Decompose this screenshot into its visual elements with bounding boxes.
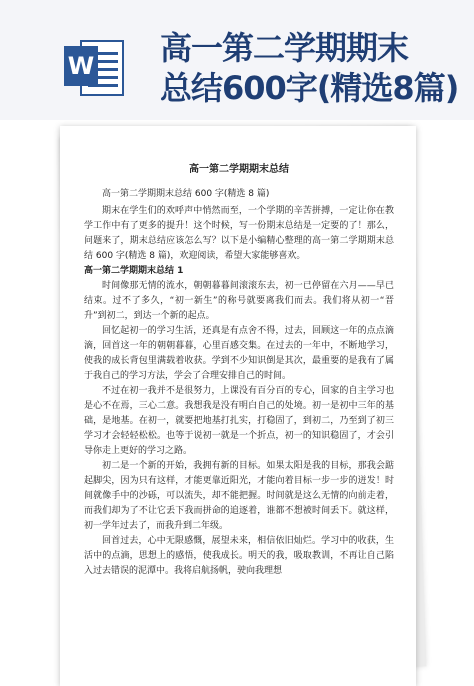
intro-paragraph: 期末在学生们的欢呼声中悄然而至，一个学期的辛苦拼搏，一定让你在教学工作中有了更多的提升！这个时候，写一份期末总结是一定要的了！那么，问题来了，期末总结应该怎么写？以下是小编精心整理的高一第二学期期末总结 600 字(精选 8 篇)，欢迎阅读，希望大家能够喜欢。 xyxy=(84,206,394,261)
document-body xyxy=(84,162,394,579)
page-headline xyxy=(160,28,470,108)
title-banner xyxy=(0,0,474,120)
body-paragraph: 回忆起初一的学习生活，还真是有点舍不得，过去，回顾这一年的点点滴滴，回首这一年的朝朝暮暮，心里百感交集。在过去的一年中，不断地学习，使我的成长背包里满载着收获。学到不少知识倒是其次，最重要的是我有了属于我自己的学习方法，学会了合理安排自己的时间。 xyxy=(84,326,394,381)
headline-line-2: 总结600字(精选8篇) xyxy=(160,69,459,107)
document-subtitle: 高一第二学期期末总结 600 字(精选 8 篇) xyxy=(102,189,270,199)
body-paragraph: 回首过去，心中无限感慨，展望未来，相信依旧灿烂。学习中的收获，生活中的点滴，思想上的感悟，使我成长。明天的我，吸取教训，不再让自己陷入过去错误的泥潭中。我将启航扬帆，驶向我理想 xyxy=(84,536,394,576)
body-paragraph: 不过在初一我并不是很努力，上课没有百分百的专心，回家的自主学习也是心不在焉，三心二意。我想我是没有明白自己的处境。初一是初中三年的基础，是地基。在初一，就要把地基打扎实，打稳固了，到初二，乃至到了初三学习才会轻轻松松。也等于说初一就是一个折点，初一的知识稳固了，才会引导你走上更好的学习之路。 xyxy=(84,386,394,456)
headline-line-1: 高一第二学期期末 xyxy=(160,29,409,67)
section-heading: 高一第二学期期末总结 1 xyxy=(84,266,184,276)
word-document-icon xyxy=(60,36,130,100)
word-logo-letter: W xyxy=(64,46,98,86)
document-title: 高一第二学期期末总结 xyxy=(189,164,289,175)
body-paragraph: 时间像那无情的流水，朝朝暮暮间滚滚东去，初一已停留在六月——早已结束。过不了多久，“初一新生”的称号就要离我们而去。我们将从初一“晋升”到初二，到达一个新的起点。 xyxy=(84,281,394,321)
body-paragraph: 初二是一个新的开始，我拥有新的目标。如果太阳是我的目标，那我会踮起脚尖，因为只有这样，才能更靠近阳光，才能向着目标一步一步的迸发！时间就像手中的沙砾，可以流失，却不能把握。时间就是这么无情的向前走着，而我们却为了不让它丢下我而拼命的追逐着，谁都不想被时间丢下。就这样，初一学年过去了，而我升到二年级。 xyxy=(84,461,394,531)
document-sheet xyxy=(60,126,416,686)
